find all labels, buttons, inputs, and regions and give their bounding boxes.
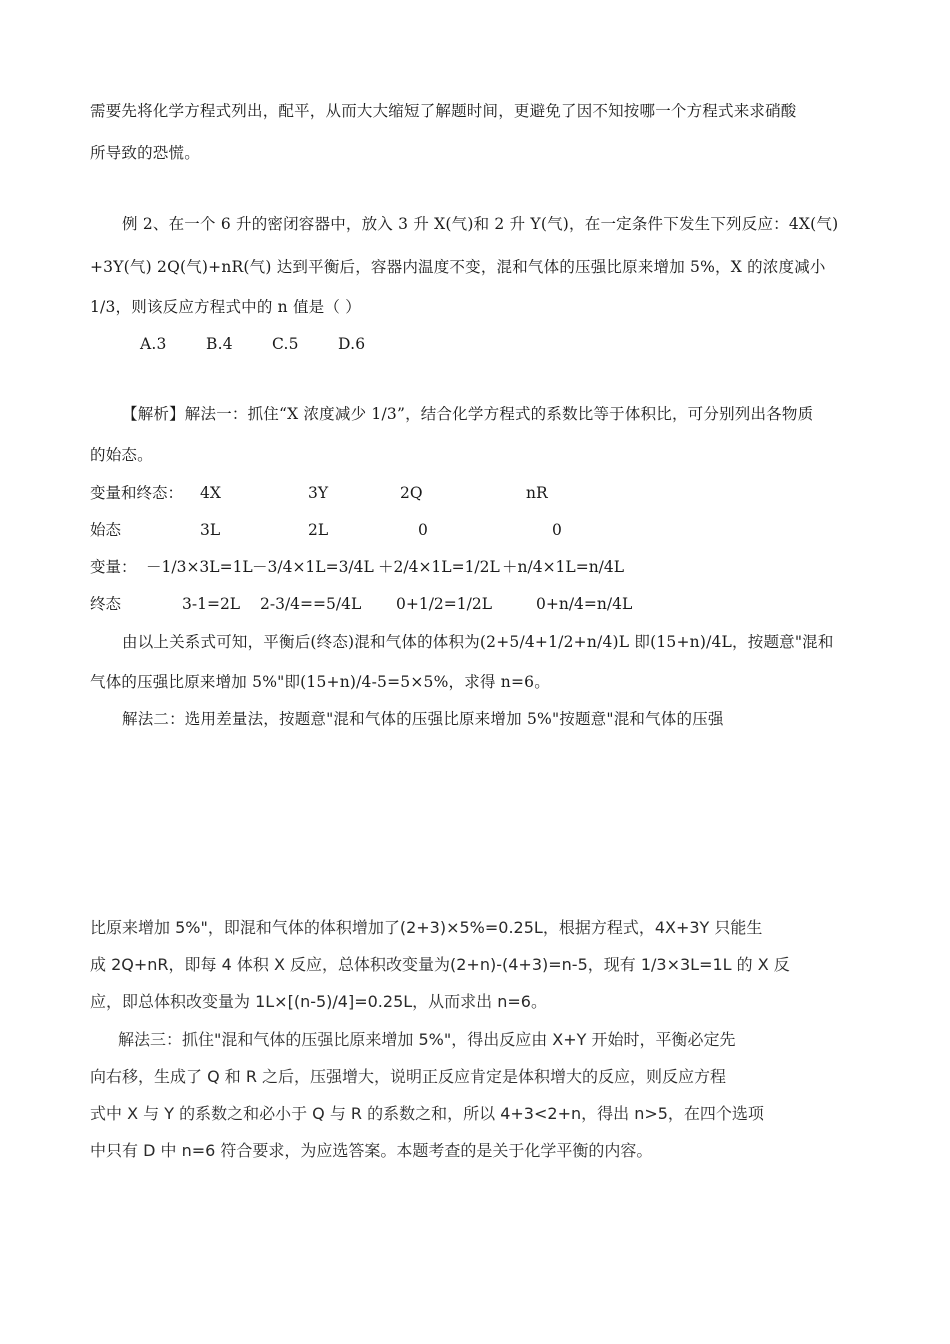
cell-q: 2Q <box>400 484 423 502</box>
scanned-line-7: 中只有 D 中 n=6 符合要求，为应选答案。本题考查的是关于化学平衡的内容。 <box>90 1141 653 1160</box>
scanned-line-5: 向右移，生成了 Q 和 R 之后，压强增大，说明正反应肯定是体积增大的反应，则反应方程 <box>90 1067 727 1086</box>
cell-x: －1/3×3L=1L <box>146 558 253 576</box>
cell-x: 3L <box>200 521 221 539</box>
analysis-line-3: 由以上关系式可知，平衡后(终态)混和气体的体积为(2+5/4+1/2+n/4)L 即(15+n)/4L，按题意"混和 <box>122 633 834 651</box>
option-c: C.5 <box>272 335 299 353</box>
row-label: 变量： <box>90 558 137 576</box>
cell-r: nR <box>526 484 548 502</box>
cell-y: 2L <box>308 521 329 539</box>
cell-r: 0 <box>552 521 562 539</box>
example2-line-3: 1/3，则该反应方程式中的 n 值是（ ） <box>90 298 361 316</box>
answer-options <box>140 334 404 354</box>
scanned-line-1: 比原来增加 5%"，即混和气体的体积增加了(2+3)×5%=0.25L，根据方程式，4X+3Y 只能生 <box>90 918 763 937</box>
scanned-line-4: 解法三：抓住"混和气体的压强比原来增加 5%"，得出反应由 X+Y 开始时，平衡必定先 <box>118 1030 736 1049</box>
cell-r: 0+n/4=n/4L <box>536 595 633 613</box>
example2-line-2: +3Y(气) 2Q(气)+nR(气) 达到平衡后，容器内温度不变，混和气体的压强比原来增加 5%，X 的浓度减小 <box>90 258 826 276</box>
row-label: 变量和终态： <box>90 484 184 502</box>
scanned-line-6: 式中 X 与 Y 的系数之和必小于 Q 与 R 的系数之和，所以 4+3<2+n，得出 n>5，在四个选项 <box>90 1104 764 1123</box>
intro-line-2: 所导致的恐慌。 <box>90 144 200 162</box>
cell-y: 3Y <box>308 484 329 502</box>
cell-q: 0 <box>418 521 428 539</box>
analysis-line-4: 气体的压强比原来增加 5%"即(15+n)/4-5=5×5%，求得 n=6。 <box>90 673 550 691</box>
option-b: B.4 <box>206 335 233 353</box>
row-label: 终态 <box>90 595 122 613</box>
cell-r: ＋n/4×1L=n/4L <box>502 558 625 576</box>
example2-line-1: 例 2、在一个 6 升的密闭容器中，放入 3 升 X(气)和 2 升 Y(气)，在一定条件下发生下列反应：4X(气) <box>122 215 839 233</box>
scanned-line-3: 应，即总体积改变量为 1L×[(n-5)/4]=0.25L，从而求出 n=6。 <box>90 992 547 1011</box>
cell-q: 0+1/2=1/2L <box>396 595 493 613</box>
cell-y: 2-3/4==5/4L <box>260 595 362 613</box>
cell-q: ＋2/4×1L=1/2L <box>378 558 500 576</box>
row-label: 始态 <box>90 521 122 539</box>
intro-line-1: 需要先将化学方程式列出，配平，从而大大缩短了解题时间，更避免了因不知按哪一个方程式来求硝酸 <box>90 102 797 120</box>
cell-y: －3/4×1L=3/4L <box>252 558 374 576</box>
analysis-line-2: 的始态。 <box>90 446 153 464</box>
scanned-line-2: 成 2Q+nR，即每 4 体积 X 反应，总体积改变量为(2+n)-(4+3)=n-5，现有 1/3×3L=1L 的 X 反 <box>90 955 790 974</box>
analysis-line-5: 解法二：选用差量法，按题意"混和气体的压强比原来增加 5%"按题意"混和气体的压强 <box>122 710 724 728</box>
option-d: D.6 <box>338 335 366 353</box>
cell-x: 3-1=2L <box>182 595 241 613</box>
analysis-line-1: 【解析】解法一：抓住“X 浓度减少 1/3”，结合化学方程式的系数比等于体积比，可分别列出各物质 <box>122 405 814 423</box>
option-a: A.3 <box>140 335 167 353</box>
cell-x: 4X <box>200 484 221 502</box>
